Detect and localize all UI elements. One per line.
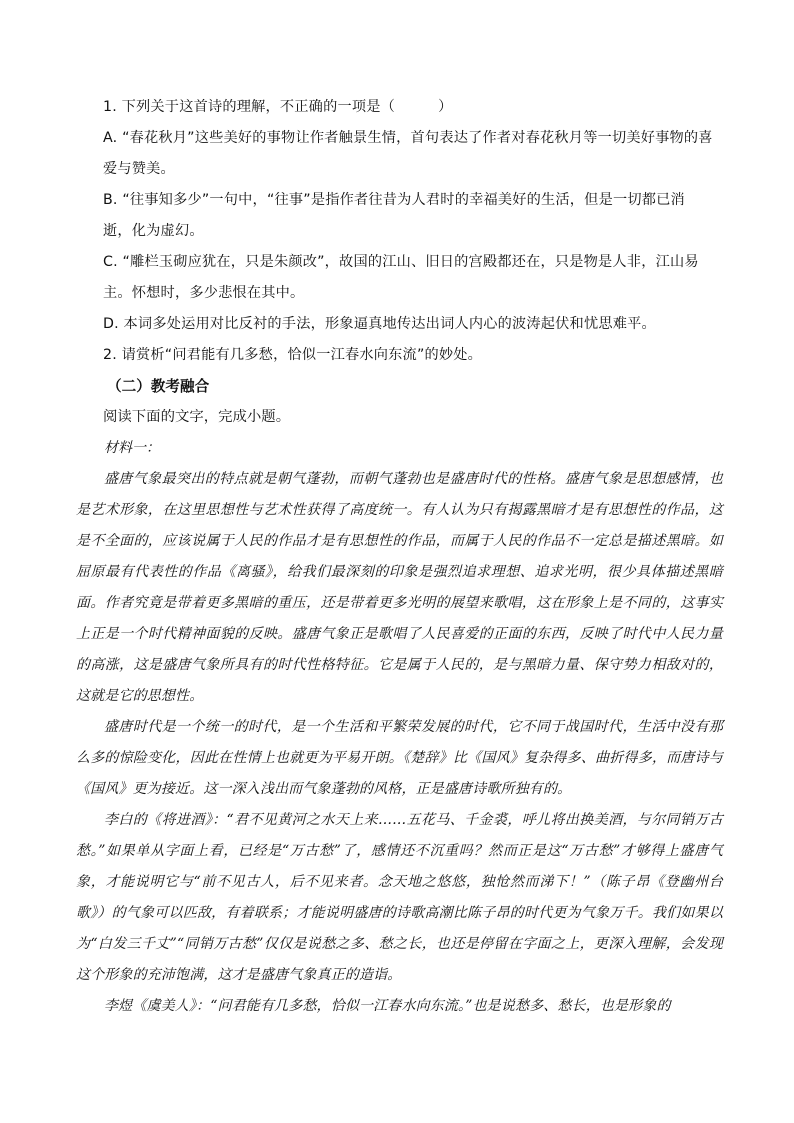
question-1-stem: 1. 下列关于这首诗的理解，不正确的一项是（ ） <box>103 99 453 115</box>
instruction: 阅读下面的文字，完成小题。 <box>103 409 291 425</box>
material-label: 材料一： <box>104 440 160 456</box>
question-1-option-a: A. “春花秋月”这些美好的事物让作者触景生情，首句表达了作者对春花秋月等一切美好事物的喜爱与赞美。 <box>103 130 713 177</box>
question-1-option-b: B. “往事知多少”一句中，“往事”是指作者往昔为人君时的幸福美好的生活，但是一切都已消逝，化为虚幻。 <box>103 192 685 239</box>
question-2: 2. 请赏析“问君能有几多愁，恰似一江春水向东流”的妙处。 <box>103 347 483 363</box>
passage-paragraph: 李白的《将进酒》：“君不见黄河之水天上来……五花马、千金裘，呼儿将出换美酒，与尔同销万古愁。”如果单从字面上看，已经是“万古愁”了，感情还不沉重吗？然而正是这“万古愁”才够得上盛唐气象，才能说明它与“前不见古人，后不见来者。念天地之悠悠，独怆然而涕下！”（陈子昂《登幽州台歌》）的气象可以匹敌，有着联系；才能说明盛唐的诗歌高潮比陈子昂的时代更为气象万千。我们如果以为“白发三千丈”“同销万古愁”仅仅是说愁之多、愁之长，也还是停留在字面之上，更深入理解，会发现这个形象的充沛饱满，这才是盛唐气象真正的造诣。 <box>76 812 723 983</box>
passage-paragraph: 李煜《虞美人》：“问君能有几多愁，恰似一江春水向东流。”也是说愁多、愁长，也是形象的 <box>104 998 671 1014</box>
section-title: （二）教考融合 <box>107 378 210 395</box>
question-1-option-c: C. “雕栏玉砌应犹在，只是朱颜改”，故国的江山、旧日的宫殿都还在，只是物是人非，江山易主。怀想时，多少悲恨在其中。 <box>103 254 699 301</box>
passage-paragraph: 盛唐时代是一个统一的时代，是一个生活和平繁荣发展的时代，它不同于战国时代，生活中没有那么多的惊险变化，因此在性情上也就更为平易开朗。《楚辞》比《国风》复杂得多、曲折得多，而唐诗与《国风》更为接近。这一深入浅出而气象蓬勃的风格，正是盛唐诗歌所独有的。 <box>76 719 723 797</box>
question-1-option-d: D. 本词多处运用对比反衬的手法，形象逼真地传达出词人内心的波涛起伏和忧思难平。 <box>103 316 656 332</box>
passage-paragraph: 盛唐气象最突出的特点就是朝气蓬勃，而朝气蓬勃也是盛唐时代的性格。盛唐气象是思想感情，也是艺术形象，在这里思想性与艺术性获得了高度统一。有人认为只有揭露黑暗才是有思想性的作品，这是不全面的，应该说属于人民的作品才是有思想性的作品，而属于人民的作品不一定总是描述黑暗。如屈原最有代表性的作品《离骚》，给我们最深刻的印象是强烈追求理想、追求光明，很少具体描述黑暗面。作者究竟是带着更多黑暗的重压，还是带着更多光明的展望来歌唱，这在形象上是不同的，这事实上正是一个时代精神面貌的反映。盛唐气象正是歌唱了人民喜爱的正面的东西，反映了时代中人民力量的高涨，这是盛唐气象所具有的时代性格特征。它是属于人民的，是与黑暗力量、保守势力相敌对的，这就是它的思想性。 <box>76 471 723 704</box>
